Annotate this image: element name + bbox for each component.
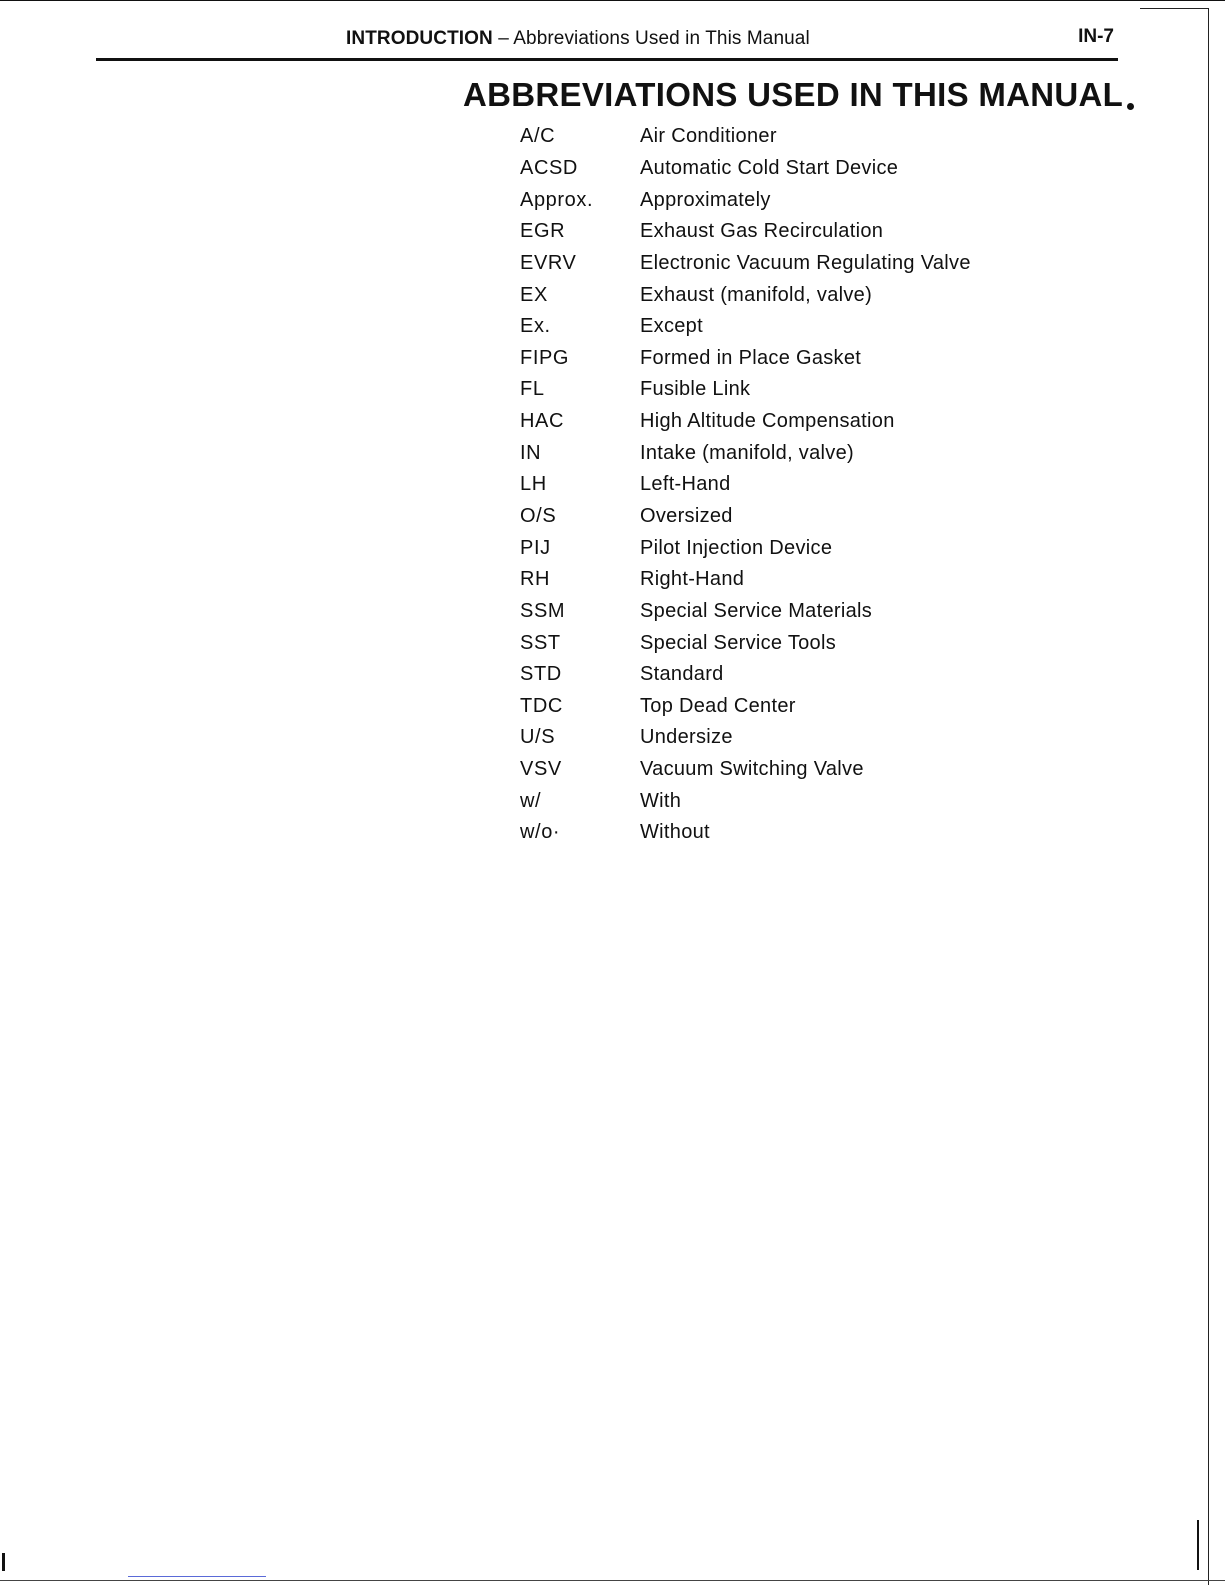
page-number: IN-7: [1078, 26, 1114, 47]
abbreviation-term: O/S: [520, 505, 557, 527]
abbreviation-definition: Without: [640, 821, 710, 844]
abbreviation-term: EVRV: [520, 251, 577, 274]
abbreviation-term: SSM: [520, 599, 566, 622]
abbreviation-term: RH: [520, 568, 551, 591]
abbreviation-definition: High Altitude Compensation: [640, 410, 895, 433]
abbreviation-row: [520, 627, 1120, 659]
abbreviation-definition: Automatic Cold Start Device: [640, 156, 899, 179]
abbreviation-term: IN: [520, 441, 542, 464]
header-separator: –: [492, 28, 514, 49]
abbreviation-definition: Oversized: [640, 505, 733, 527]
running-header: [96, 26, 1118, 56]
abbreviation-definition: Pilot Injection Device: [640, 536, 833, 559]
abbreviation-term: U/S: [520, 726, 556, 749]
abbreviation-definition: Right-Hand: [640, 568, 745, 591]
abbreviation-row: [520, 279, 1120, 311]
abbreviation-row: [520, 311, 1120, 343]
abbreviation-row: [520, 216, 1120, 248]
abbreviation-definition: Special Service Tools: [640, 631, 837, 654]
abbreviation-definition: Formed in Place Gasket: [640, 346, 862, 369]
scan-mark-right: [1197, 1520, 1199, 1570]
abbreviation-term: Approx.: [520, 188, 594, 211]
abbreviation-term: FL: [520, 378, 545, 401]
abbreviation-row: [520, 564, 1120, 596]
abbreviation-row: [520, 817, 1120, 849]
page-top-edge: [0, 0, 1225, 1]
abbreviation-definition: Vacuum Switching Valve: [640, 758, 864, 781]
abbreviation-definition: Special Service Materials: [640, 599, 873, 622]
abbreviation-row: [520, 248, 1120, 280]
abbreviation-list: [520, 121, 1120, 849]
abbreviation-row: [520, 659, 1120, 691]
abbreviation-row: [520, 785, 1120, 817]
abbreviation-term: TDC: [520, 694, 563, 717]
abbreviation-row: [520, 342, 1120, 374]
abbreviation-definition: Fusible Link: [640, 378, 751, 401]
abbreviation-definition: Undersize: [640, 726, 733, 749]
abbreviation-row: [520, 469, 1120, 501]
scan-artifact-line: [128, 1576, 266, 1577]
abbreviation-term: STD: [520, 663, 562, 686]
abbreviation-term: PIJ: [520, 536, 551, 559]
abbreviation-definition: Exhaust (manifold, valve): [640, 283, 873, 306]
scan-mark-left: [2, 1553, 5, 1571]
abbreviation-row: [520, 532, 1120, 564]
abbreviation-row: [520, 437, 1120, 469]
abbreviation-row: [520, 754, 1120, 786]
abbreviation-definition: Air Conditioner: [640, 125, 777, 148]
abbreviation-definition: With: [640, 789, 682, 812]
abbreviation-term: HAC: [520, 410, 565, 433]
abbreviation-row: [520, 406, 1120, 438]
abbreviation-term: w/o·: [520, 821, 561, 844]
abbreviation-row: [520, 153, 1120, 185]
abbreviation-term: LH: [520, 473, 547, 496]
page-title: [463, 76, 1134, 114]
abbreviation-term: EGR: [520, 220, 566, 243]
abbreviation-row: [520, 374, 1120, 406]
abbreviation-definition: Electronic Vacuum Regulating Valve: [640, 251, 971, 274]
subsection-name: Abbreviations Used in This Manual: [513, 28, 810, 49]
abbreviation-term: SST: [520, 631, 561, 654]
abbreviation-term: Ex.: [520, 315, 551, 338]
abbreviation-term: w/: [520, 789, 542, 812]
running-title: [346, 28, 810, 50]
page-right-edge: [1208, 8, 1209, 1585]
abbreviation-definition: Standard: [640, 663, 724, 686]
page-bottom-edge: [0, 1580, 1225, 1581]
title-dot: [1127, 103, 1134, 110]
abbreviation-term: A/C: [520, 125, 556, 148]
abbreviation-row: [520, 501, 1120, 533]
abbreviation-term: EX: [520, 283, 548, 306]
abbreviation-row: [520, 722, 1120, 754]
abbreviation-row: [520, 184, 1120, 216]
abbreviation-definition: Top Dead Center: [640, 694, 796, 717]
abbreviation-term: ACSD: [520, 156, 578, 179]
abbreviation-term: VSV: [520, 758, 562, 781]
abbreviation-definition: Intake (manifold, valve): [640, 441, 854, 464]
abbreviation-definition: Left-Hand: [640, 473, 731, 496]
abbreviation-definition: Except: [640, 315, 703, 338]
abbreviation-row: [520, 691, 1120, 723]
page-title-text: ABBREVIATIONS USED IN THIS MANUAL: [463, 76, 1124, 113]
abbreviation-row: [520, 121, 1120, 153]
abbreviation-definition: Approximately: [640, 188, 771, 211]
abbreviation-row: [520, 596, 1120, 628]
section-name: INTRODUCTION: [346, 28, 493, 49]
abbreviation-term: FIPG: [520, 346, 570, 369]
header-rule: [96, 58, 1118, 61]
page-corner-line: [1140, 8, 1208, 9]
abbreviation-definition: Exhaust Gas Recirculation: [640, 220, 884, 243]
